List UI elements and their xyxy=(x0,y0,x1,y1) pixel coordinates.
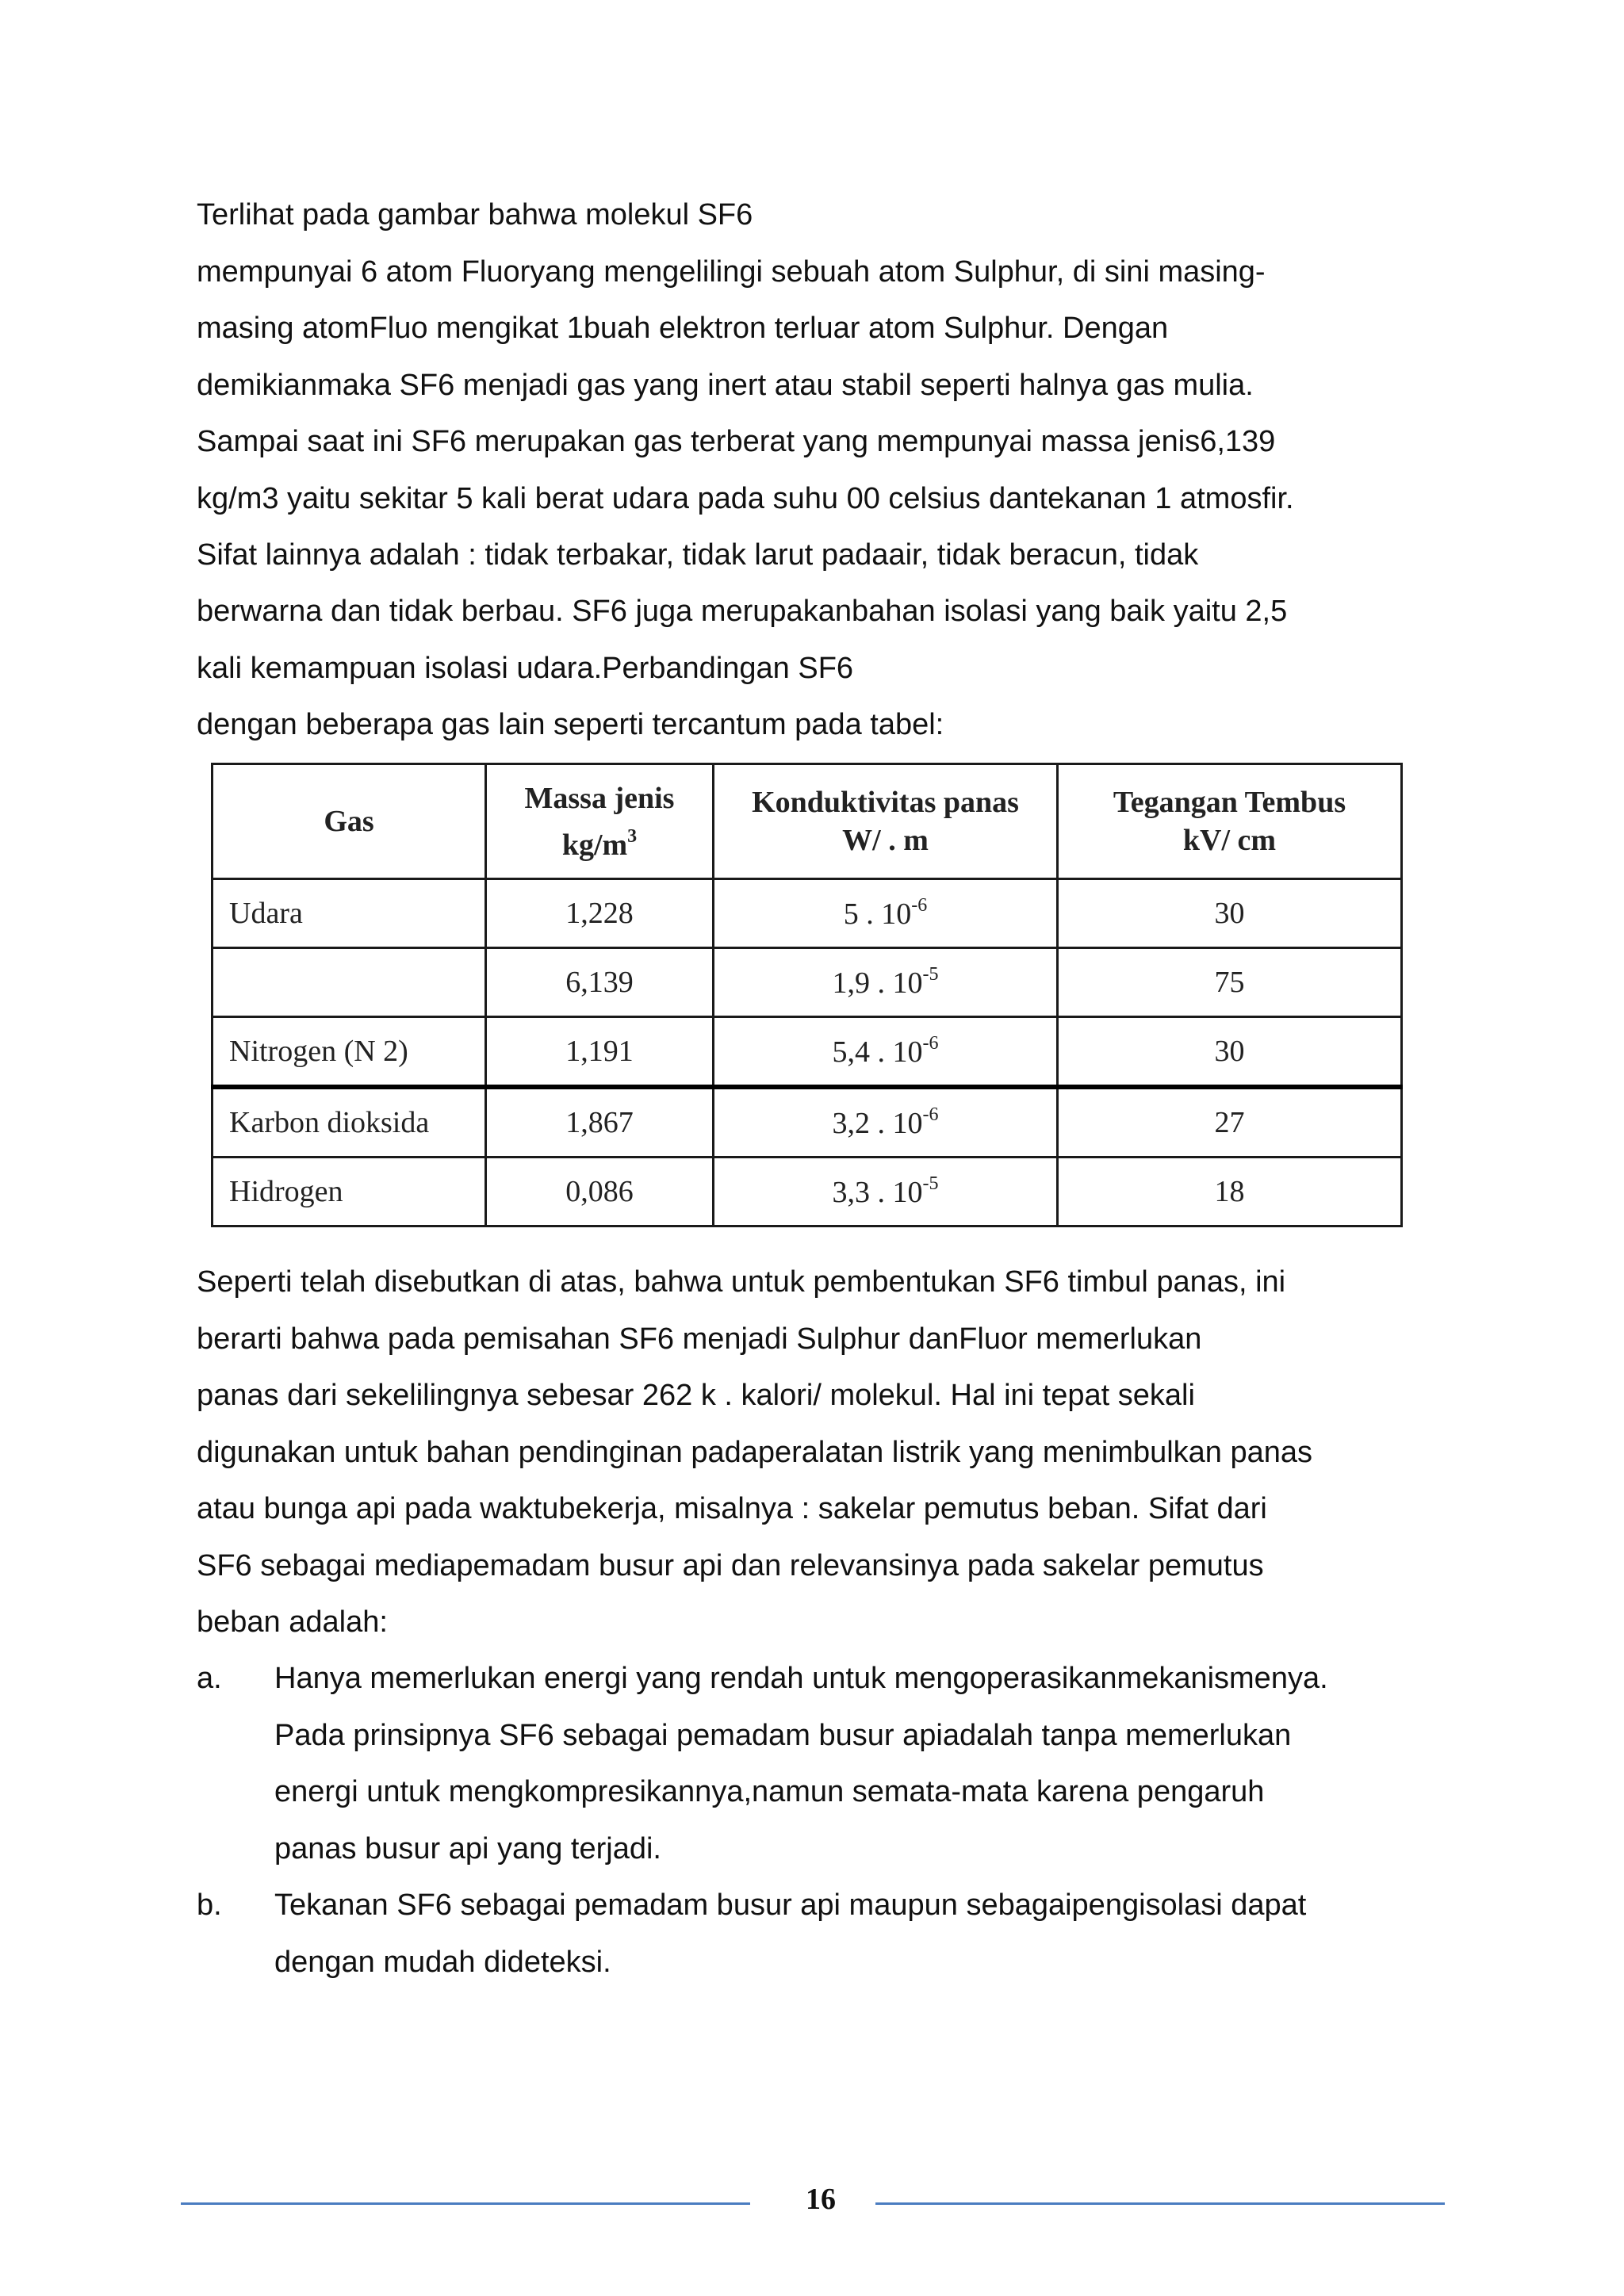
cell-konduktivitas: 3,2 . $10^{-6}$ xyxy=(714,1087,1058,1158)
text-line: Pada prinsipnya SF6 sebagai pemadam busur apiadalah tanpa memerlukan xyxy=(274,1719,1292,1752)
cell-tegangan: 18 xyxy=(1058,1158,1402,1226)
text-line: Tekanan SF6 sebagai pemadam busur api maupun sebagaipengisolasi dapat xyxy=(274,1888,1307,1922)
text-line: berarti bahwa pada pemisahan SF6 menjadi Sulphur danFluor memerlukan xyxy=(197,1322,1202,1356)
text-line: beban adalah: xyxy=(197,1605,388,1639)
table-row xyxy=(213,1017,1402,1088)
table-header-row xyxy=(213,764,1402,879)
text-line: Hanya memerlukan energi yang rendah untuk mengoperasikanmekanismenya. xyxy=(274,1662,1328,1695)
header-tegangan: Tegangan Tembus kV/ cm xyxy=(1058,764,1402,879)
cell-tegangan: 30 xyxy=(1058,1017,1402,1088)
text-line: kali kemampuan isolasi udara.Perbandingan SF6 xyxy=(197,652,854,685)
table-row xyxy=(213,879,1402,948)
footer-rule-right xyxy=(875,2202,1445,2205)
table-row xyxy=(213,1158,1402,1226)
text-line: Sifat lainnya adalah : tidak terbakar, tidak larut padaair, tidak beracun, tidak xyxy=(197,538,1199,572)
text-line: dengan beberapa gas lain seperti tercantum pada tabel: xyxy=(197,708,944,741)
cell-gas: Nitrogen (N 2) xyxy=(213,1017,486,1088)
header-konduktivitas: Konduktivitas panas W/ . m xyxy=(714,764,1058,879)
text-line: Sampai saat ini SF6 merupakan gas terberat yang mempunyai massa jenis6,139 xyxy=(197,425,1276,458)
text-line: atau bunga api pada waktubekerja, misalnya : sakelar pemutus beban. Sifat dari xyxy=(197,1492,1267,1525)
text-line: Seperti telah disebutkan di atas, bahwa untuk pembentukan SF6 timbul panas, ini xyxy=(197,1265,1286,1299)
cell-gas xyxy=(213,948,486,1017)
cell-konduktivitas: 1,9 . $10^{-5}$ xyxy=(714,948,1058,1017)
cell-tegangan: 30 xyxy=(1058,879,1402,948)
list-marker: b. xyxy=(197,1888,222,1922)
text-line: mempunyai 6 atom Fluoryang mengelilingi sebuah atom Sulphur, di sini masing- xyxy=(197,255,1266,289)
cell-konduktivitas: 5,4 . $10^{-6}$ xyxy=(714,1017,1058,1088)
table-row xyxy=(213,1087,1402,1158)
footer-rule-left xyxy=(181,2202,750,2205)
cell-tegangan: 27 xyxy=(1058,1087,1402,1158)
header-massa-jenis: Massa jenis $kg/m^3$ xyxy=(486,764,714,879)
list-marker: a. xyxy=(197,1662,222,1695)
text-line: panas busur api yang terjadi. xyxy=(274,1832,661,1866)
text-line: panas dari sekelilingnya sebesar 262 k . kalori/ molekul. Hal ini tepat sekali xyxy=(197,1379,1195,1412)
text-line: Terlihat pada gambar bahwa molekul SF6 xyxy=(197,198,753,232)
page-number: 16 xyxy=(806,2183,836,2216)
header-gas: Gas xyxy=(213,764,486,879)
cell-massa: 1,867 xyxy=(486,1087,714,1158)
text-line: SF6 sebagai mediapemadam busur api dan relevansinya pada sakelar pemutus xyxy=(197,1549,1264,1582)
cell-gas: Hidrogen xyxy=(213,1158,486,1226)
cell-massa: 1,191 xyxy=(486,1017,714,1088)
cell-massa: 0,086 xyxy=(486,1158,714,1226)
text-line: digunakan untuk bahan pendinginan padaperalatan listrik yang menimbulkan panas xyxy=(197,1436,1313,1469)
cell-tegangan: 75 xyxy=(1058,948,1402,1017)
text-line: berwarna dan tidak berbau. SF6 juga merupakanbahan isolasi yang baik yaitu 2,5 xyxy=(197,595,1288,628)
cell-konduktivitas: 3,3 . $10^{-5}$ xyxy=(714,1158,1058,1226)
text-line: kg/m3 yaitu sekitar 5 kali berat udara pada suhu 00 celsius dantekanan 1 atmosfir. xyxy=(197,482,1294,515)
text-line: energi untuk mengkompresikannya,namun semata-mata karena pengaruh xyxy=(274,1775,1265,1808)
cell-massa: 1,228 xyxy=(486,879,714,948)
cell-konduktivitas: 5 . $10^{-6}$ xyxy=(714,879,1058,948)
text-line: masing atomFluo mengikat 1buah elektron terluar atom Sulphur. Dengan xyxy=(197,312,1169,345)
text-line: dengan mudah dideteksi. xyxy=(274,1946,611,1979)
gas-comparison-table xyxy=(211,763,1400,1221)
cell-massa: 6,139 xyxy=(486,948,714,1017)
cell-gas: Udara xyxy=(213,879,486,948)
text-line: demikianmaka SF6 menjadi gas yang inert atau stabil seperti halnya gas mulia. xyxy=(197,369,1254,402)
cell-gas: Karbon dioksida xyxy=(213,1087,486,1158)
table-row xyxy=(213,948,1402,1017)
